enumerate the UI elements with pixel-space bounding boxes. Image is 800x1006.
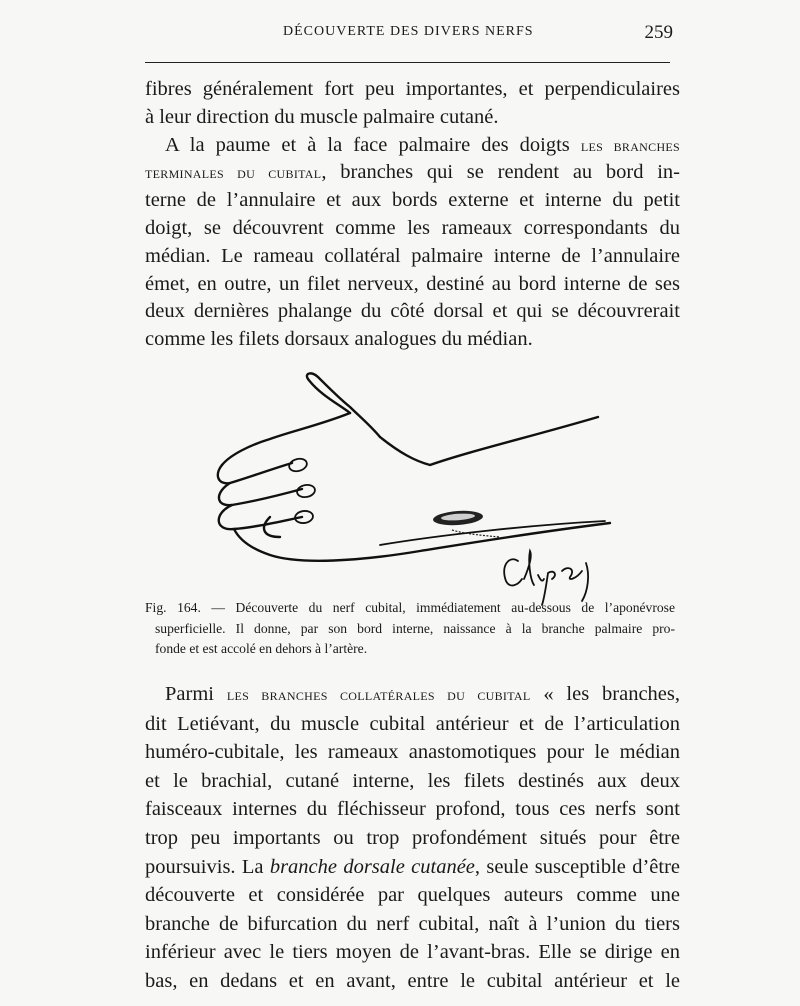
text-line: terne de l’annulaire et aux bords externe et interne du petit (145, 189, 680, 212)
text-line: A la paume et à la face palmaire des doigts les branches (165, 133, 681, 156)
hand-dorsal-edge (380, 417, 598, 465)
hand-illustration (200, 365, 620, 610)
text-line: doigt, se découvrent comme les rameaux correspondants du (145, 216, 680, 239)
small-caps-term: terminales du cubital (145, 163, 322, 183)
text-line: comme les filets dorsaux analogues du médian. (145, 328, 533, 351)
incision-mark (433, 509, 500, 537)
finger-4 (264, 517, 280, 537)
text-line: inférieur avec le tiers moyen de l’avant-bras. Elle se dirige en (145, 941, 680, 964)
paragraph-bottom (145, 680, 680, 996)
figure-caption (145, 598, 675, 660)
header-rule (145, 62, 670, 63)
text-line: Parmi les branches collatérales du cubital « les branches, (165, 683, 681, 705)
text-line: terminales du cubital, branches qui se rendent au bord in- (145, 161, 680, 184)
text-line: fibres généralement fort peu importantes, et perpendiculaires (145, 78, 680, 100)
text-line: poursuivis. La branche dorsale cutanée, seule susceptible d’être (145, 855, 681, 878)
page-number: 259 (644, 22, 673, 43)
text-line: trop peu importants ou trop profondément situés pour être (145, 826, 680, 849)
wrist-line (380, 521, 605, 545)
small-caps-term: les branches (580, 135, 681, 155)
fingernail (288, 457, 308, 473)
text-line: médian. Le rameau collatéral palmaire interne de l’annulaire (145, 244, 680, 267)
finger-2 (219, 483, 302, 505)
text-line: à leur direction du muscle palmaire cutané. (145, 105, 499, 128)
running-title: DÉCOUVERTE DES DIVERS NERFS (283, 24, 534, 39)
text-line: huméro-cubitale, les rameaux anastomotiques pour le médian (145, 741, 680, 764)
text-line: et le brachial, cutané interne, les filets destinés aux deux (145, 769, 680, 792)
caption-line: superficielle. Il donne, par son bord interne, naissance à la branche palmaire pro- (155, 620, 675, 636)
text-line: dit Letiévant, du muscle cubital antérieur et de l’articulation (145, 712, 680, 735)
text-line: découverte et considérée par quelques auteurs comme une (145, 884, 680, 907)
thumb-top (307, 373, 380, 437)
text-line: bas, en dedans et en avant, entre le cubital antérieur et le (145, 969, 680, 992)
finger-3 (219, 505, 302, 529)
text-line: faisceaux internes du fléchisseur profond, tous ces nerfs sont (145, 798, 680, 821)
page-header (145, 22, 675, 50)
text-line: émet, en outre, un filet nerveux, destiné au bord interne de ses (145, 272, 680, 295)
palm-edge (234, 523, 610, 561)
artist-signature (504, 551, 588, 605)
caption-line: Fig. 164. — Découverte du nerf cubital, immédiatement au-dessous de l’aponévrose (145, 600, 675, 615)
text-line: branche de bifurcation du nerf cubital, naît à l’union du tiers (145, 912, 680, 935)
caption-line: fonde et est accolé en dehors à l’artère. (155, 641, 368, 656)
paragraph-top (145, 76, 680, 354)
small-caps-term: les branches collatérales du cubital (226, 685, 531, 704)
finger-1 (218, 463, 292, 483)
thumb-outline (222, 413, 350, 465)
text-line: deux dernières phalange du côté dorsal et qui se découvrerait (145, 300, 680, 323)
italic-term: branche dorsale cutanée (269, 855, 475, 878)
